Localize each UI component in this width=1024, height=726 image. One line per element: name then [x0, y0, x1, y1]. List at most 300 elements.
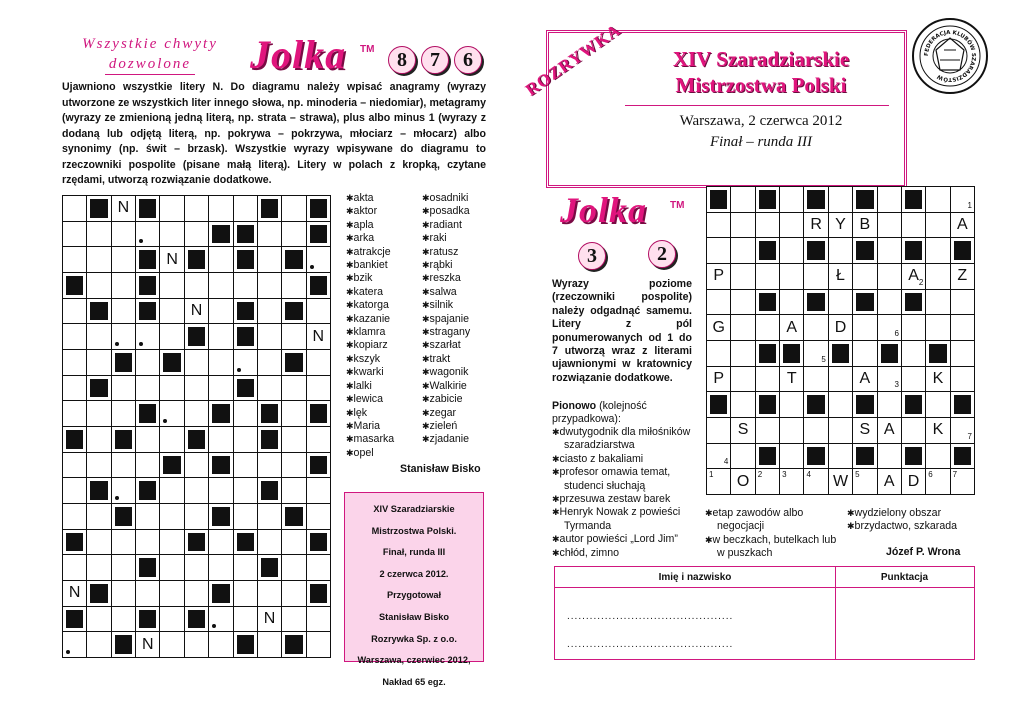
grid-cell[interactable] [282, 581, 306, 607]
grid-cell[interactable] [63, 247, 87, 273]
tagline-line2: dozwolone [105, 54, 195, 75]
grid-cell[interactable] [258, 376, 282, 402]
black-cell [112, 632, 136, 658]
grid-cell[interactable] [209, 196, 233, 222]
grid-cell[interactable] [731, 213, 755, 239]
grid-cell[interactable] [87, 350, 111, 376]
grid-cell[interactable] [112, 273, 136, 299]
black-cell [853, 290, 877, 316]
grid-cell[interactable] [307, 504, 331, 530]
black-cell [112, 427, 136, 453]
given-letter: W [832, 472, 849, 490]
grid-cell[interactable] [926, 315, 950, 341]
grid-cell[interactable] [63, 478, 87, 504]
grid-cell[interactable] [853, 418, 877, 444]
grid-cell[interactable] [926, 444, 950, 470]
grid-cell[interactable] [112, 376, 136, 402]
grid-cell[interactable] [160, 607, 184, 633]
word-list-item: ✱ wagonik [422, 366, 492, 379]
name-header: Imię i nazwisko [555, 567, 836, 588]
grid-cell[interactable] [258, 504, 282, 530]
given-letter: O [736, 472, 750, 490]
solution-dot [66, 650, 70, 654]
grid-cell[interactable] [258, 607, 282, 633]
grid-cell[interactable] [209, 478, 233, 504]
grid-cell[interactable] [307, 478, 331, 504]
grid-cell[interactable] [829, 418, 853, 444]
grid-cell[interactable] [160, 530, 184, 556]
jolka-logo-right: Jolka [560, 190, 648, 230]
grid-cell[interactable] [853, 367, 877, 393]
grid-cell[interactable] [258, 324, 282, 350]
grid-cell[interactable] [780, 238, 804, 264]
grid-cell[interactable] [731, 341, 755, 367]
word-list-item: ✱ trakt [422, 353, 492, 366]
grid-cell[interactable] [951, 418, 975, 444]
cell-number: 5 [855, 470, 860, 480]
event-date: Warszawa, 2 czerwca 2012 [679, 113, 843, 129]
grid-cell[interactable] [87, 427, 111, 453]
given-letter: N [312, 327, 325, 345]
colophon-line: Finał, runda III [382, 547, 446, 558]
vertical-clue: ✱ przesuwa zestaw barek [552, 493, 702, 506]
grid-cell[interactable] [160, 478, 184, 504]
grid-cell[interactable] [878, 290, 902, 316]
grid-cell[interactable] [951, 213, 975, 239]
grid-cell[interactable] [234, 196, 258, 222]
given-letter: A [859, 369, 871, 387]
grid-cell[interactable] [87, 401, 111, 427]
grid-cell[interactable] [926, 418, 950, 444]
grid-cell[interactable] [160, 222, 184, 248]
grid-cell[interactable] [878, 367, 902, 393]
grid-cell[interactable] [707, 238, 731, 264]
grid-cell[interactable] [951, 367, 975, 393]
grid-cell[interactable] [282, 376, 306, 402]
colophon-line: XIV Szaradziarskie [373, 504, 455, 514]
grid-cell[interactable] [185, 453, 209, 479]
black-cell [756, 392, 780, 418]
grid-cell[interactable] [234, 427, 258, 453]
grid-cell[interactable] [185, 273, 209, 299]
grid-cell[interactable] [112, 607, 136, 633]
grid-cell[interactable] [209, 607, 233, 633]
grid-cell[interactable] [258, 632, 282, 658]
word-list-item: ✱ raki [422, 232, 492, 245]
grid-cell[interactable] [756, 469, 780, 495]
black-cell [185, 427, 209, 453]
word-list-item: ✱ salwa [422, 286, 492, 299]
grid-cell[interactable] [707, 367, 731, 393]
grid-cell[interactable] [87, 222, 111, 248]
black-cell [136, 607, 160, 633]
grid-cell[interactable] [112, 247, 136, 273]
grid-cell[interactable] [112, 453, 136, 479]
grid-cell[interactable] [707, 341, 731, 367]
grid-cell[interactable] [258, 247, 282, 273]
grid-cell[interactable] [185, 376, 209, 402]
grid-cell[interactable] [160, 504, 184, 530]
grid-cell[interactable] [234, 607, 258, 633]
grid-cell[interactable] [780, 264, 804, 290]
grid-cell[interactable] [63, 401, 87, 427]
grid-cell[interactable] [878, 315, 902, 341]
word-list-item: ✱ radiant [422, 219, 492, 232]
grid-cell[interactable] [902, 315, 926, 341]
grid-cell[interactable] [902, 469, 926, 495]
grid-cell[interactable] [756, 315, 780, 341]
black-cell [951, 444, 975, 470]
grid-cell[interactable] [829, 238, 853, 264]
grid-cell[interactable] [878, 187, 902, 213]
grid-cell[interactable] [136, 376, 160, 402]
grid-cell[interactable] [731, 187, 755, 213]
grid-cell[interactable] [258, 299, 282, 325]
grid-cell[interactable] [926, 469, 950, 495]
grid-cell[interactable] [160, 324, 184, 350]
grid-cell[interactable] [258, 222, 282, 248]
grid-cell[interactable] [926, 238, 950, 264]
grid-cell[interactable] [87, 453, 111, 479]
grid-cell[interactable] [258, 350, 282, 376]
grid-cell[interactable] [926, 392, 950, 418]
given-letter: P [713, 267, 725, 285]
grid-cell[interactable] [160, 247, 184, 273]
grid-cell[interactable] [209, 530, 233, 556]
grid-cell[interactable] [87, 632, 111, 658]
grid-cell[interactable] [209, 273, 233, 299]
grid-cell[interactable] [185, 504, 209, 530]
grid-cell[interactable] [853, 341, 877, 367]
grid-cell[interactable] [307, 299, 331, 325]
grid-cell[interactable] [926, 187, 950, 213]
black-cell [951, 392, 975, 418]
grid-cell[interactable] [136, 324, 160, 350]
solution-dot [115, 342, 119, 346]
grid-cell[interactable] [780, 187, 804, 213]
black-cell [136, 478, 160, 504]
grid-cell[interactable] [804, 469, 828, 495]
grid-cell[interactable] [307, 555, 331, 581]
grid-cell[interactable] [63, 376, 87, 402]
black-cell [87, 478, 111, 504]
grid-cell[interactable] [951, 341, 975, 367]
cell-number: 4 [806, 470, 811, 480]
grid-cell[interactable] [804, 213, 828, 239]
grid-cell[interactable] [63, 299, 87, 325]
grid-cell[interactable] [112, 196, 136, 222]
grid-cell[interactable] [112, 222, 136, 248]
grid-cell[interactable] [282, 273, 306, 299]
cell-number: 1 [967, 200, 972, 210]
grid-cell[interactable] [780, 392, 804, 418]
grid-cell[interactable] [63, 504, 87, 530]
grid-cell[interactable] [951, 290, 975, 316]
grid-cell[interactable] [160, 632, 184, 658]
grid-cell[interactable] [902, 264, 926, 290]
grid-cell[interactable] [951, 264, 975, 290]
black-cell [307, 581, 331, 607]
grid-cell[interactable] [282, 530, 306, 556]
grid-cell[interactable] [282, 607, 306, 633]
black-cell [160, 453, 184, 479]
grid-cell[interactable] [282, 478, 306, 504]
grid-cell[interactable] [878, 213, 902, 239]
grid-cell[interactable] [926, 213, 950, 239]
grid-cell[interactable] [707, 444, 731, 470]
score-field[interactable] [837, 588, 973, 658]
grid-cell[interactable] [804, 367, 828, 393]
black-cell [707, 187, 731, 213]
grid-cell[interactable] [185, 299, 209, 325]
grid-cell[interactable] [829, 392, 853, 418]
word-list-item: ✱ ratusz [422, 246, 492, 259]
grid-cell[interactable] [258, 530, 282, 556]
grid-cell[interactable] [185, 401, 209, 427]
grid-cell[interactable] [209, 324, 233, 350]
grid-cell[interactable] [185, 350, 209, 376]
grid-cell[interactable] [707, 315, 731, 341]
grid-cell[interactable] [878, 418, 902, 444]
grid-cell[interactable] [804, 315, 828, 341]
grid-cell[interactable] [63, 222, 87, 248]
grid-cell[interactable] [707, 418, 731, 444]
black-cell [234, 299, 258, 325]
grid-cell[interactable] [282, 555, 306, 581]
grid-cell[interactable] [804, 418, 828, 444]
grid-cell[interactable] [731, 290, 755, 316]
grid-cell[interactable] [780, 213, 804, 239]
grid-cell[interactable] [136, 504, 160, 530]
grid-cell[interactable] [878, 469, 902, 495]
grid-cell[interactable] [756, 367, 780, 393]
black-cell [853, 392, 877, 418]
grid-cell[interactable] [307, 324, 331, 350]
grid-cell[interactable] [209, 350, 233, 376]
grid-cell[interactable] [185, 632, 209, 658]
grid-cell[interactable] [731, 315, 755, 341]
grid-cell[interactable] [829, 264, 853, 290]
grid-cell[interactable] [112, 478, 136, 504]
grid-cell[interactable] [731, 444, 755, 470]
grid-cell[interactable] [160, 581, 184, 607]
grid-cell[interactable] [951, 469, 975, 495]
grid-cell[interactable] [829, 444, 853, 470]
grid-cell[interactable] [902, 213, 926, 239]
grid-cell[interactable] [307, 350, 331, 376]
grid-cell[interactable] [185, 581, 209, 607]
grid-cell[interactable] [282, 196, 306, 222]
grid-cell[interactable] [707, 290, 731, 316]
grid-cell[interactable] [234, 478, 258, 504]
grid-cell[interactable] [926, 264, 950, 290]
grid-cell[interactable] [160, 299, 184, 325]
grid-cell[interactable] [878, 444, 902, 470]
grid-cell[interactable] [307, 427, 331, 453]
grid-cell[interactable] [209, 299, 233, 325]
grid-cell[interactable] [282, 453, 306, 479]
grid-cell[interactable] [87, 324, 111, 350]
grid-cell[interactable] [160, 196, 184, 222]
grid-cell[interactable] [63, 324, 87, 350]
grid-cell[interactable] [731, 418, 755, 444]
grid-cell[interactable] [185, 222, 209, 248]
grid-cell[interactable] [707, 469, 731, 495]
grid-cell[interactable] [878, 392, 902, 418]
word-list-item: ✱ lęk [346, 407, 421, 420]
grid-cell[interactable] [234, 350, 258, 376]
grid-cell[interactable] [112, 401, 136, 427]
grid-cell[interactable] [780, 315, 804, 341]
grid-cell[interactable] [209, 427, 233, 453]
grid-cell[interactable] [951, 187, 975, 213]
grid-cell[interactable] [160, 401, 184, 427]
grid-cell[interactable] [136, 350, 160, 376]
grid-cell[interactable] [63, 350, 87, 376]
grid-cell[interactable] [756, 264, 780, 290]
grid-cell[interactable] [829, 213, 853, 239]
grid-cell[interactable] [926, 290, 950, 316]
name-field-line1[interactable]: ............................................ [567, 611, 734, 622]
grid-cell[interactable] [63, 581, 87, 607]
grid-cell[interactable] [307, 247, 331, 273]
grid-cell[interactable] [878, 264, 902, 290]
grid-cell[interactable] [282, 401, 306, 427]
grid-cell[interactable] [234, 453, 258, 479]
grid-cell[interactable] [878, 238, 902, 264]
grid-cell[interactable] [853, 264, 877, 290]
number-badge-2: 2 [648, 240, 676, 268]
grid-cell[interactable] [829, 290, 853, 316]
grid-cell[interactable] [234, 273, 258, 299]
grid-cell[interactable] [780, 444, 804, 470]
grid-cell[interactable] [87, 555, 111, 581]
grid-cell[interactable] [112, 324, 136, 350]
word-list-item: ✱ katorga [346, 299, 421, 312]
event-title [636, 46, 886, 98]
grid-cell[interactable] [780, 367, 804, 393]
black-cell [902, 444, 926, 470]
trademark-left: TM [360, 44, 375, 55]
grid-cell[interactable] [731, 392, 755, 418]
grid-cell[interactable] [63, 632, 87, 658]
grid-cell[interactable] [756, 418, 780, 444]
grid-cell[interactable] [307, 376, 331, 402]
black-cell [282, 247, 306, 273]
grid-cell[interactable] [829, 187, 853, 213]
grid-cell[interactable] [731, 367, 755, 393]
grid-cell[interactable] [829, 367, 853, 393]
grid-cell[interactable] [87, 247, 111, 273]
grid-cell[interactable] [731, 238, 755, 264]
grid-cell[interactable] [136, 453, 160, 479]
grid-cell[interactable] [780, 469, 804, 495]
black-cell [307, 196, 331, 222]
grid-cell[interactable] [234, 555, 258, 581]
grid-cell[interactable] [185, 555, 209, 581]
grid-cell[interactable] [853, 469, 877, 495]
grid-cell[interactable] [731, 264, 755, 290]
title-divider [625, 105, 889, 106]
grid-cell[interactable] [707, 264, 731, 290]
grid-cell[interactable] [112, 299, 136, 325]
grid-cell[interactable] [234, 504, 258, 530]
grid-cell[interactable] [902, 418, 926, 444]
grid-cell[interactable] [926, 367, 950, 393]
grid-cell[interactable] [780, 290, 804, 316]
word-list-item: ✱ lalki [346, 380, 421, 393]
grid-cell[interactable] [756, 213, 780, 239]
grid-cell[interactable] [780, 418, 804, 444]
grid-cell[interactable] [258, 581, 282, 607]
grid-cell[interactable] [87, 530, 111, 556]
grid-cell[interactable] [160, 273, 184, 299]
grid-cell[interactable] [63, 453, 87, 479]
black-cell [282, 299, 306, 325]
black-cell [136, 401, 160, 427]
grid-cell[interactable] [112, 581, 136, 607]
black-cell [307, 401, 331, 427]
grid-cell[interactable] [185, 478, 209, 504]
name-field-line2[interactable]: ............................................ [567, 639, 734, 650]
grid-cell[interactable] [63, 196, 87, 222]
grid-cell[interactable] [209, 555, 233, 581]
grid-cell[interactable] [63, 555, 87, 581]
grid-cell[interactable] [951, 315, 975, 341]
grid-cell[interactable] [209, 247, 233, 273]
grid-cell[interactable] [136, 530, 160, 556]
grid-cell[interactable] [160, 427, 184, 453]
grid-cell[interactable] [234, 401, 258, 427]
grid-cell[interactable] [87, 607, 111, 633]
grid-cell[interactable] [87, 273, 111, 299]
grid-cell[interactable] [136, 222, 160, 248]
grid-cell[interactable] [902, 341, 926, 367]
grid-cell[interactable] [902, 367, 926, 393]
grid-cell[interactable] [853, 213, 877, 239]
vertical-clue: ✱ profesor omawia temat, studenci słuchają [552, 466, 702, 493]
grid-cell[interactable] [136, 632, 160, 658]
grid-cell[interactable] [160, 376, 184, 402]
grid-cell[interactable] [829, 315, 853, 341]
grid-cell[interactable] [307, 607, 331, 633]
grid-cell[interactable] [707, 213, 731, 239]
grid-cell[interactable] [209, 376, 233, 402]
grid-cell[interactable] [804, 264, 828, 290]
grid-cell[interactable] [209, 632, 233, 658]
grid-cell[interactable] [136, 581, 160, 607]
grid-cell[interactable] [853, 315, 877, 341]
grid-cell[interactable] [307, 632, 331, 658]
grid-cell[interactable] [282, 427, 306, 453]
grid-cell[interactable] [731, 469, 755, 495]
grid-cell[interactable] [829, 469, 853, 495]
left-instructions: Ujawniono wszystkie litery N. Do diagramu należy wpisać anagramy (wyrazy utworzone ze wszystkich liter innego słowa, np. minoderia – niedomiar), metagramy (wyrazy ze zmienioną jedną literą, np. strata – strawa), plus albo minus 1 (wyrazy z dodaną lub odjętą literą, np. pokrywa – pokrzywa, młociarz – młocarz) albo synonimy (np. świt – brzask). Wszystkie wyrazy wpisywane do diagramu to rzeczowniki pospolite (pisane małą literą). Litery w polach z kropką, czytane rzędami, utworzą rozwiązanie dodatkowe. [62, 81, 486, 186]
grid-cell[interactable] [258, 273, 282, 299]
grid-cell[interactable] [804, 341, 828, 367]
colophon-line: Rozrywka Sp. z o.o. [371, 633, 457, 644]
grid-cell[interactable] [87, 504, 111, 530]
grid-cell[interactable] [282, 222, 306, 248]
grid-cell[interactable] [112, 530, 136, 556]
grid-cell[interactable] [160, 555, 184, 581]
grid-cell[interactable] [234, 581, 258, 607]
grid-cell[interactable] [136, 427, 160, 453]
grid-cell[interactable] [258, 453, 282, 479]
grid-cell[interactable] [282, 324, 306, 350]
grid-cell[interactable] [112, 555, 136, 581]
grid-cell[interactable] [185, 196, 209, 222]
